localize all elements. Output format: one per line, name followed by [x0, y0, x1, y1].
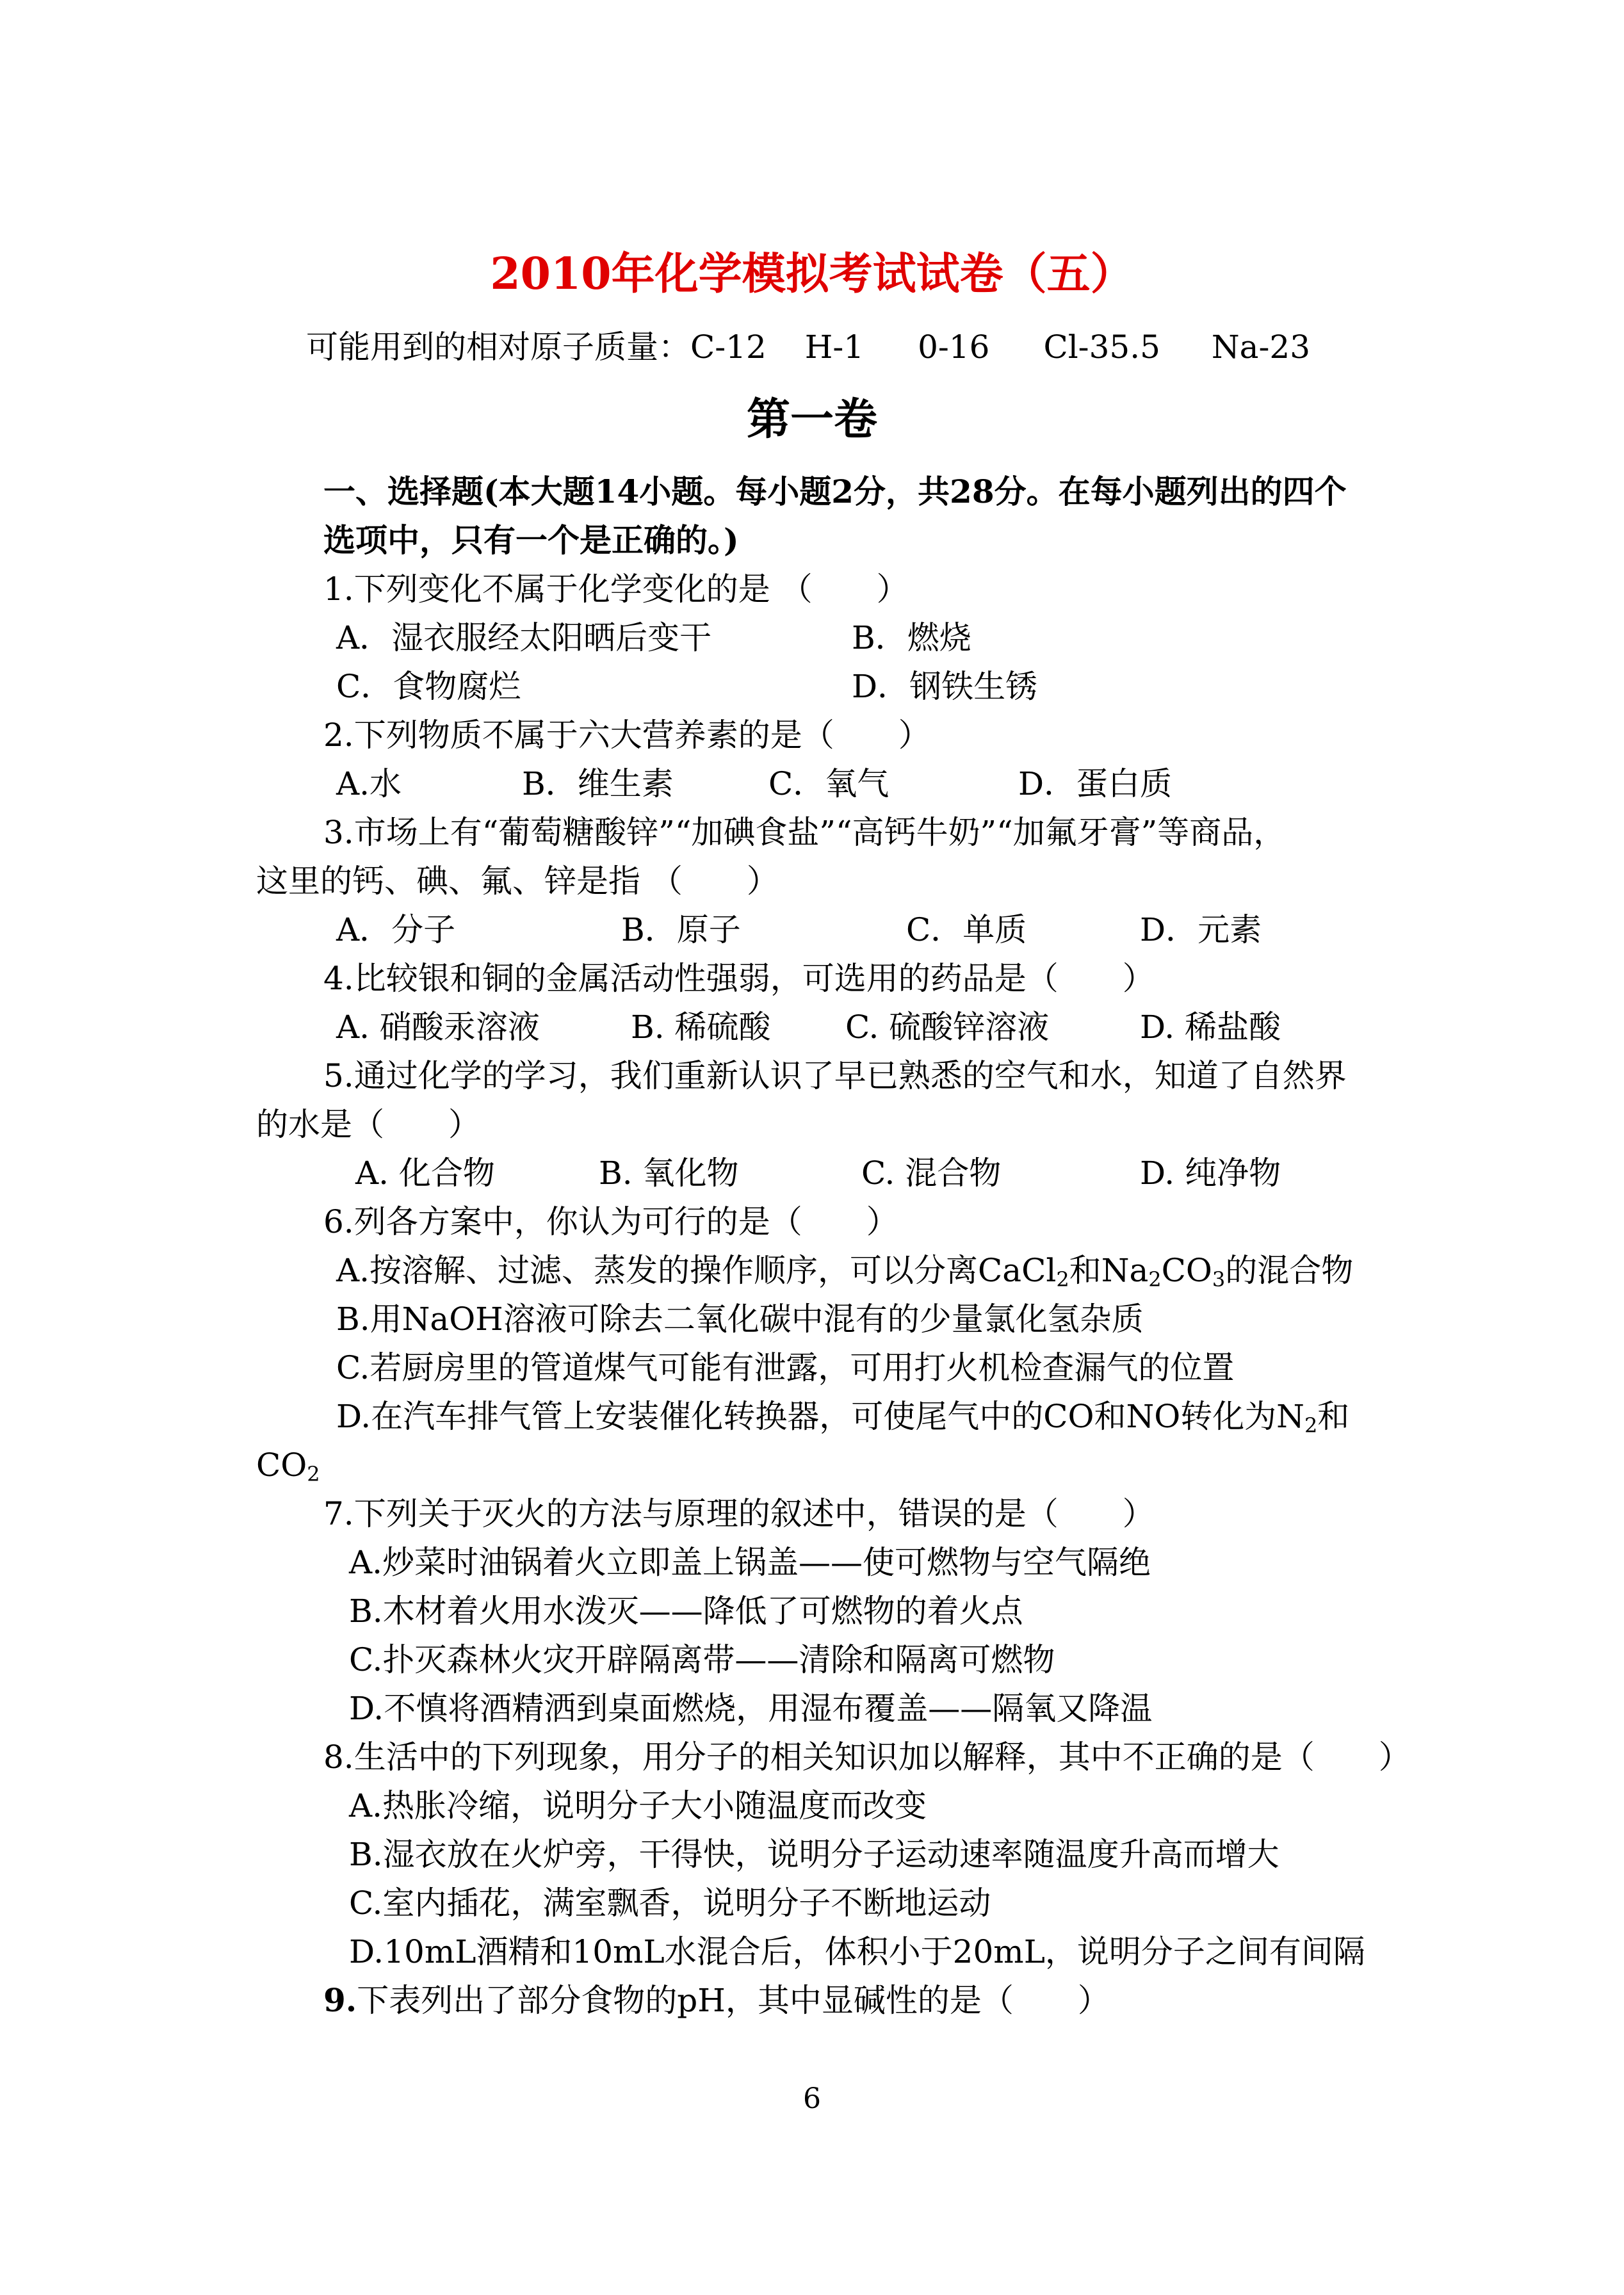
subscript: 2 [1056, 1267, 1069, 1292]
question-7-option-b: B.木材着火用水泼灭——降低了可燃物的着火点 [349, 1593, 1023, 1630]
question-8-stem: 8.生活中的下列现象，用分子的相关知识加以解释，其中不正确的是（ ） [323, 1739, 1411, 1776]
question-6-option-d [336, 1397, 1349, 1436]
page-number: 6 [803, 2082, 821, 2115]
question-7-option-c: C.扑灭森林火灾开辟隔离带——清除和隔离可燃物 [349, 1641, 1055, 1678]
subscript: 2 [307, 1462, 320, 1486]
question-3-option-d: D．元素 [1140, 911, 1262, 948]
subscript: 2 [1148, 1267, 1162, 1292]
question-4-option-a: A. 硝酸汞溶液 [336, 1009, 540, 1046]
question-3-option-b: B．原子 [621, 911, 741, 948]
question-5-option-d: D. 纯净物 [1140, 1155, 1281, 1192]
atomic-masses-label: 可能用到的相对原子质量： [306, 328, 690, 366]
question-4-option-c: C. 硫酸锌溶液 [845, 1009, 1050, 1046]
question-4-option-d: D. 稀盐酸 [1140, 1009, 1281, 1046]
mass-item: 0-16 [918, 328, 990, 366]
question-8-option-b: B.湿衣放在火炉旁，干得快，说明分子运动速率随温度升高而增大 [349, 1836, 1279, 1873]
section-heading-line1: 一、选择题(本大题14小题。每小题2分，共28分。在每小题列出的四个 [323, 473, 1347, 510]
question-1-option-c: C．食物腐烂 [336, 668, 521, 705]
exam-title: 2010年化学模拟考试试卷（五） [490, 248, 1134, 300]
question-5-option-b: B. 氧化物 [599, 1155, 739, 1192]
question-4-option-b: B. 稀硫酸 [631, 1009, 771, 1046]
question-1-option-a: A．湿衣服经太阳晒后变干 [336, 619, 712, 656]
question-1-option-b: B．燃烧 [852, 619, 971, 656]
question-6-option-c: C.若厨房里的管道煤气可能有泄露，可用打火机检查漏气的位置 [336, 1349, 1235, 1386]
formula-text: CaCl [978, 1252, 1057, 1289]
question-7-stem: 7.下列关于灭火的方法与原理的叙述中，错误的是（ ） [323, 1495, 1155, 1532]
question-3-option-a: A．分子 [336, 911, 456, 948]
option-text: 和 [1069, 1252, 1101, 1289]
option-text: 和 [1317, 1398, 1350, 1435]
question-1-option-d: D．钢铁生锈 [852, 668, 1038, 705]
subscript: 2 [1304, 1413, 1318, 1438]
question-6-option-a [336, 1251, 1353, 1290]
atomic-masses-line [306, 328, 1310, 366]
question-text: 下表列出了部分食物的pH，其中显碱性的是（ ） [357, 1982, 1110, 2019]
question-5-stem-line1: 5.通过化学的学习，我们重新认识了早已熟悉的空气和水，知道了自然界 [323, 1057, 1347, 1094]
mass-item: C-12 [690, 328, 767, 366]
question-3-stem-line2: 这里的钙、碘、氟、锌是指 （ ） [256, 863, 779, 900]
question-5-option-a: A. 化合物 [355, 1155, 495, 1192]
question-8-option-a: A.热胀冷缩，说明分子大小随温度而改变 [349, 1787, 927, 1824]
volume-heading: 第一卷 [746, 394, 877, 445]
question-2-stem: 2.下列物质不属于六大营养素的是（ ） [323, 717, 930, 754]
question-6-option-d-continued [256, 1446, 320, 1484]
question-7-option-d: D.不慎将酒精洒到桌面燃烧，用湿布覆盖——隔氧又降温 [349, 1690, 1153, 1727]
section-heading-line2: 选项中，只有一个是正确的。) [323, 521, 739, 559]
question-3-stem-line1: 3.市场上有“葡萄糖酸锌”“加碘食盐”“高钙牛奶”“加氟牙膏”等商品， [323, 814, 1286, 851]
question-4-stem: 4.比较银和铜的金属活动性强弱，可选用的药品是（ ） [323, 960, 1155, 997]
question-1-stem: 1.下列变化不属于化学变化的是 （ ） [323, 571, 909, 608]
mass-item: Cl-35.5 [1043, 328, 1160, 366]
question-2-option-c: C．氧气 [768, 765, 889, 802]
option-text: 的混合物 [1225, 1252, 1354, 1289]
formula-text: CO [1161, 1252, 1212, 1289]
question-8-option-c: C.室内插花，满室飘香，说明分子不断地运动 [349, 1885, 991, 1922]
formula-text: CO [256, 1447, 307, 1484]
question-3-option-c: C．单质 [906, 911, 1027, 948]
question-9-stem [323, 1981, 1110, 2020]
question-2-option-a: A.水 [336, 765, 402, 802]
question-2-option-b: B．维生素 [522, 765, 674, 802]
formula-text: Na [1101, 1252, 1149, 1289]
subscript: 3 [1212, 1267, 1226, 1292]
option-text: D.在汽车排气管上安装催化转换器，可使尾气中的CO和NO转化为N [336, 1398, 1304, 1435]
question-5-option-c: C. 混合物 [861, 1155, 1002, 1192]
question-7-option-a: A.炒菜时油锅着火立即盖上锅盖——使可燃物与空气隔绝 [349, 1544, 1151, 1581]
mass-item: Na-23 [1211, 328, 1310, 366]
question-2-option-d: D．蛋白质 [1018, 765, 1173, 802]
question-number: 9. [323, 1981, 357, 2019]
mass-item: H-1 [804, 328, 865, 366]
question-8-option-d: D.10mL酒精和10mL水混合后，体积小于20mL，说明分子之间有间隔 [349, 1933, 1365, 1970]
option-text: A.按溶解、过滤、蒸发的操作顺序，可以分离 [336, 1252, 978, 1289]
question-6-option-b: B.用NaOH溶液可除去二氧化碳中混有的少量氯化氢杂质 [336, 1301, 1144, 1338]
question-6-stem: 6.列各方案中，你认为可行的是（ ） [323, 1203, 898, 1240]
question-5-stem-line2: 的水是（ ） [256, 1106, 480, 1143]
